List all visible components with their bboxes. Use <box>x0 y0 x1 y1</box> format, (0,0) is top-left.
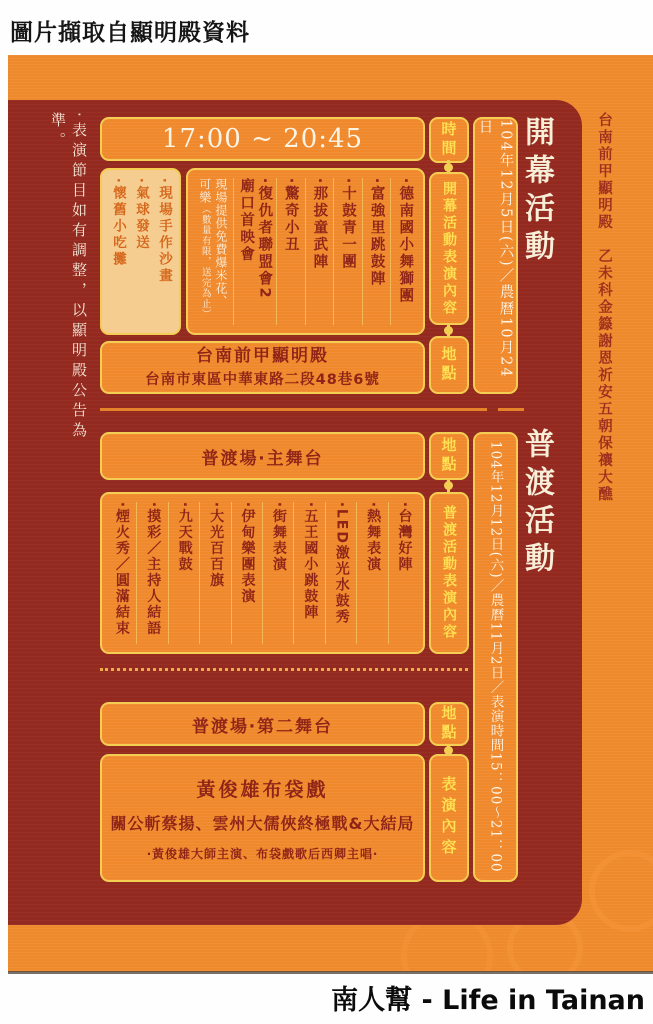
puppet-show-box <box>100 754 425 882</box>
puppet-show-note: ‧黃俊雄大師主演、布袋戲歌后西卿主唱‧ <box>146 846 379 861</box>
section-divider <box>100 408 487 411</box>
connector-dot <box>444 163 453 172</box>
performance-item: ‧驚奇小丑 <box>277 178 306 325</box>
pudu-content-label-box: 普渡活動表演內容 <box>429 492 469 654</box>
freebie-note: 現場提供免費爆米花、 可樂（數量有限，送完為止） <box>192 178 234 325</box>
performance-item: ‧九天戰鼓 <box>169 502 200 644</box>
performance-item-premiere: ‧復仇者聯盟會2 廟口首映會 <box>234 178 276 325</box>
extras-list <box>102 170 179 333</box>
opening-performance-box <box>186 168 425 335</box>
performance-item: ‧LED激光水鼓秀 <box>326 502 357 644</box>
puppet-show-title: 黃俊雄布袋戲 <box>196 778 329 801</box>
performance-item: ‧富強里跳鼓陣 <box>363 178 392 325</box>
opening-location-label-box: 地點 <box>429 336 469 394</box>
annotation-note: 圖片擷取自顯明殿資料 <box>10 20 250 46</box>
connector-dot <box>444 481 453 490</box>
second-location-label-box: 地點 <box>429 702 469 746</box>
schedule-disclaimer-note: ‧表演節目如有調整，以顯明殿公告為準。 <box>49 112 88 442</box>
footer-credit: 南人幫 - Life in Tainan <box>331 985 645 1016</box>
pudu-location-label-box: 地點 <box>429 432 469 480</box>
venue-banner <box>100 341 425 394</box>
venue-address: 台南市東區中華東路二段48巷6號 <box>145 372 380 389</box>
dotted-divider <box>100 668 468 671</box>
opening-section-title: 開幕活動 <box>519 116 554 268</box>
opening-content-label-box: 開幕活動表演內容 <box>429 172 469 325</box>
performance-item: ‧伊甸樂團表演 <box>232 502 263 644</box>
second-content-label-box: 表演內容 <box>429 754 469 882</box>
performance-item: ‧那拔童武陣 <box>306 178 335 325</box>
opening-date-box: 104年12月5日(六)／農曆10月24日 <box>473 117 518 394</box>
performance-item: ‧德南國小舞獅團 <box>397 178 414 305</box>
scan-edge-line <box>8 971 653 974</box>
opening-performance-list <box>188 170 423 333</box>
performance-item: ‧煙火秀／圓滿結束 <box>106 502 137 644</box>
performance-item: ‧台灣好陣 <box>396 502 413 573</box>
opening-time-label-box: 時間 <box>429 117 469 163</box>
venue-name: 台南前甲顯明殿 <box>196 346 329 367</box>
extras-item: ‧懷舊小吃攤 <box>109 178 126 269</box>
pudu-section-title: 普渡活動 <box>519 428 554 580</box>
section-divider-dash <box>498 408 524 411</box>
second-stage-banner: 普渡場‧第二舞台 <box>100 702 425 746</box>
extras-item: ‧氣球發送 <box>132 178 149 252</box>
opening-time-banner: 17:00 ~ 20:45 <box>100 117 425 161</box>
main-stage-banner: 普渡場‧主舞台 <box>100 432 425 480</box>
performance-item: ‧大光百百旗 <box>200 502 231 644</box>
performance-item: ‧街舞表演 <box>263 502 294 644</box>
extras-box <box>100 168 181 335</box>
performance-item: ‧十鼓青一團 <box>334 178 363 325</box>
extras-item: ‧現場手作沙畫 <box>155 178 172 285</box>
puppet-show-subtitle: 關公斬蔡揚、雲州大儒俠終極戰&大結局 <box>110 813 415 833</box>
pudu-performance-list <box>102 494 423 652</box>
swirl-decoration <box>589 850 653 932</box>
performance-item: ‧摸彩／主持人結語 <box>137 502 168 644</box>
pudu-performance-box <box>100 492 425 654</box>
connector-dot <box>444 326 453 335</box>
performance-item: ‧熱舞表演 <box>357 502 388 644</box>
pudu-date-box: 104年12月12日(六)／農曆11月2日／表演時間15：00～21：00 <box>473 432 518 882</box>
poster-side-title: 台南前甲顯明殿 乙未科金籙謝恩祈安五朝保禳大醮 <box>596 112 612 503</box>
performance-item: ‧五王國小跳鼓陣 <box>294 502 325 644</box>
